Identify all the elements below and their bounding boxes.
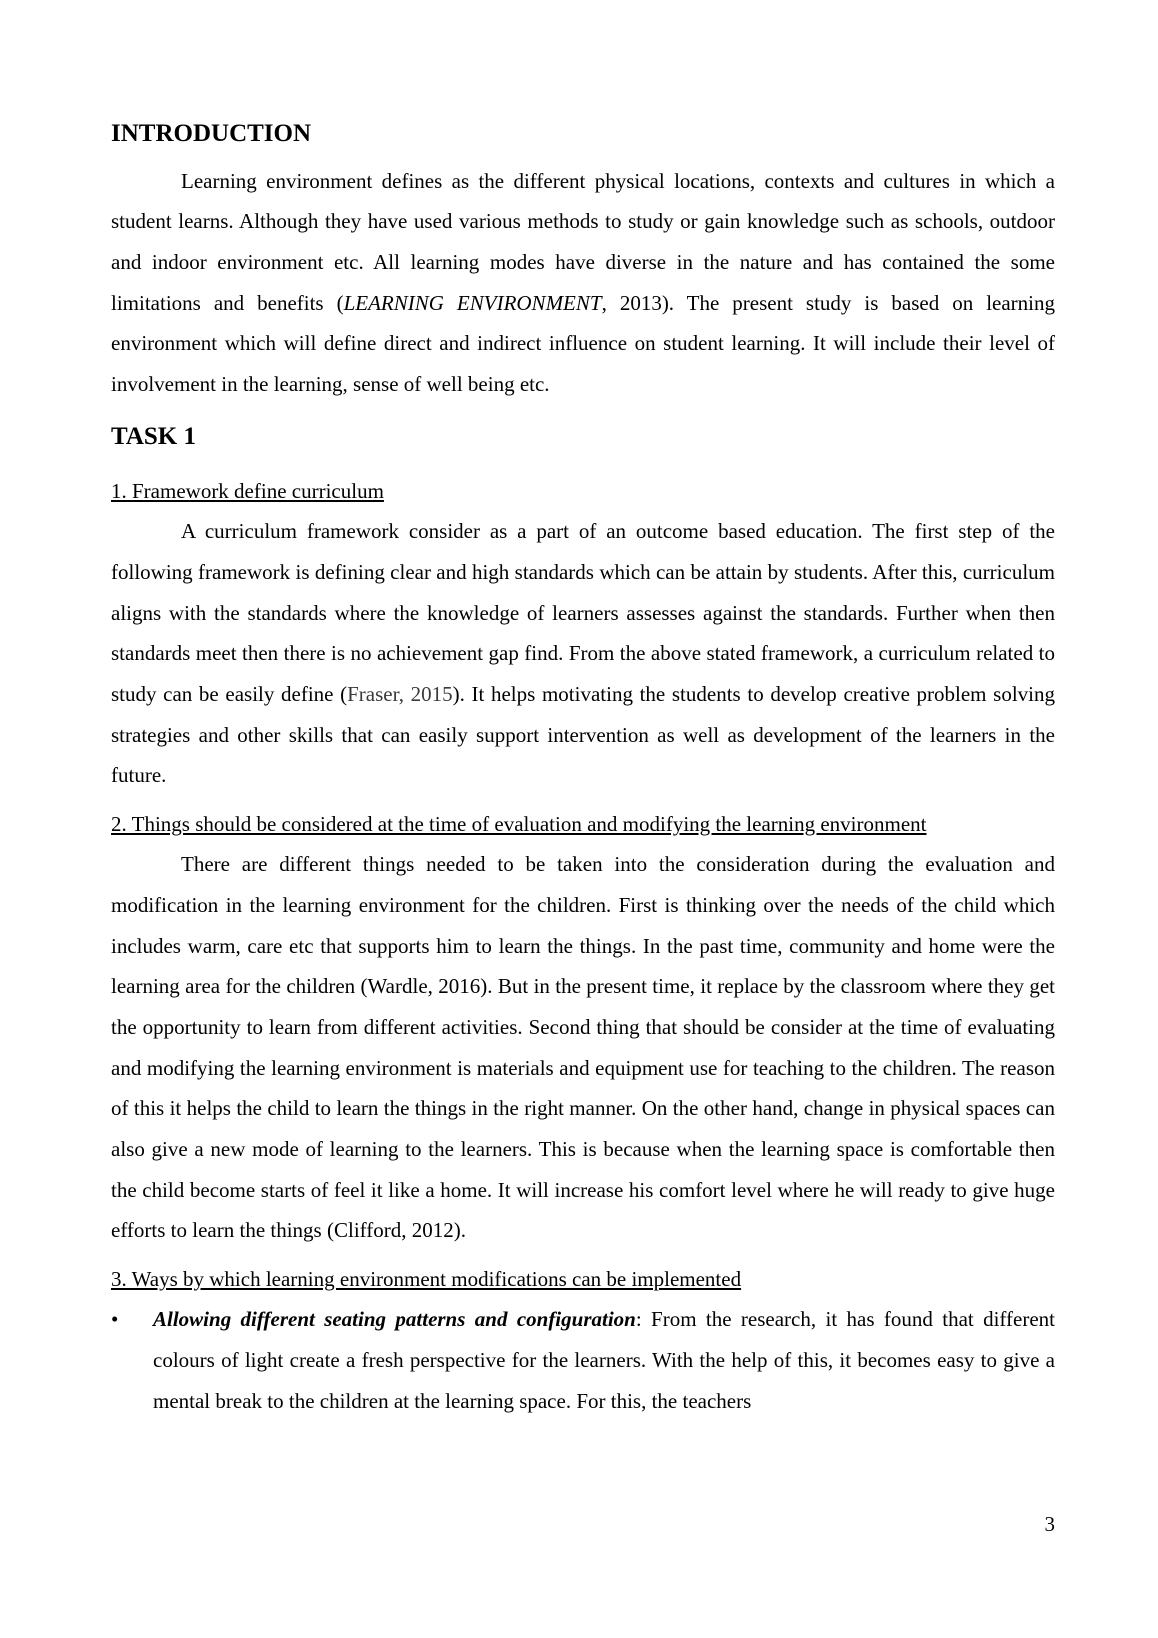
section-1-title: 1. Framework define curriculum	[111, 479, 384, 504]
document-page	[111, 118, 1055, 1421]
section-3-title: 3. Ways by which learning environment modifications can be implemented	[111, 1267, 742, 1292]
intro-text-part-2: , 2013). The present study is based on learning environment which will define direct and indirect influence on student learning. It will include their level of involvement in the learning, sense of well being etc.	[111, 290, 1055, 397]
page-number: 3	[1044, 1512, 1055, 1536]
intro-citation: LEARNING ENVIRONMENT	[343, 290, 602, 315]
section-2-paragraph: There are different things needed to be taken into the consideration during the evaluation and modification in the learning environment for the children. First is thinking over the needs of the child which includes warm, care etc that supports him to learn the things. In the past time, community and home were the learning area for the children (Wardle, 2016). But in the present time, it replace by the classroom where they get the opportunity to learn from different activities. Second thing that should be consider at the time of evaluating and modifying the learning environment is materials and equipment use for teaching to the children. The reason of this it helps the child to learn the things in the right manner. On the other hand, change in physical spaces can also give a new mode of learning to the learners. This is because when the learning space is comfortable then the child become starts of feel it like a home. It will increase his comfort level where he will ready to give huge efforts to learn the things (Clifford, 2012).	[111, 852, 1055, 1243]
intro-text-part-1: Learning environment defines as the different physical locations, contexts and cultures in which a student learns. Although they have used various methods to study or gain knowledge such as schools, outdoor and indoor environment etc. All learning modes have diverse in the nature and has contained the some limitations and benefits (	[111, 168, 1055, 315]
section-2-title: 2. Things should be considered at the time of evaluation and modifying the learning environment	[111, 812, 927, 837]
bullet-icon: •	[111, 1307, 119, 1332]
section-1-citation: Fraser, 2015	[347, 682, 453, 707]
introduction-heading: INTRODUCTION	[111, 120, 312, 147]
bullet-item-text: : From the research, it has found that different colours of light create a fresh perspective for the learners. With the help of this, it becomes easy to give a mental break to the children at the learning space. For this, the teachers	[153, 1307, 1055, 1413]
task-1-heading: TASK 1	[111, 422, 196, 450]
section-1-text-part-1: A curriculum framework consider as a part of an outcome based education. The first step of the following framework is defining clear and high standards which can be attain by students. After this, curriculum aligns with the standards where the knowledge of learners assesses against the standards. Further when then standards meet then there is no achievement gap find. From the above stated framework, a curriculum related to study can be easily define (	[111, 519, 1055, 707]
bullet-item-title: Allowing different seating patterns and configuration	[153, 1307, 636, 1332]
section-3-bullet-list	[111, 1299, 1055, 1421]
section-1-text-part-2: ). It helps motivating the students to develop creative problem solving strategies and other skills that can easily support intervention as well as development of the learners in the future.	[111, 682, 1055, 788]
section-1-paragraph	[111, 511, 1055, 796]
bullet-item	[111, 1299, 1055, 1421]
introduction-paragraph	[111, 161, 1055, 405]
